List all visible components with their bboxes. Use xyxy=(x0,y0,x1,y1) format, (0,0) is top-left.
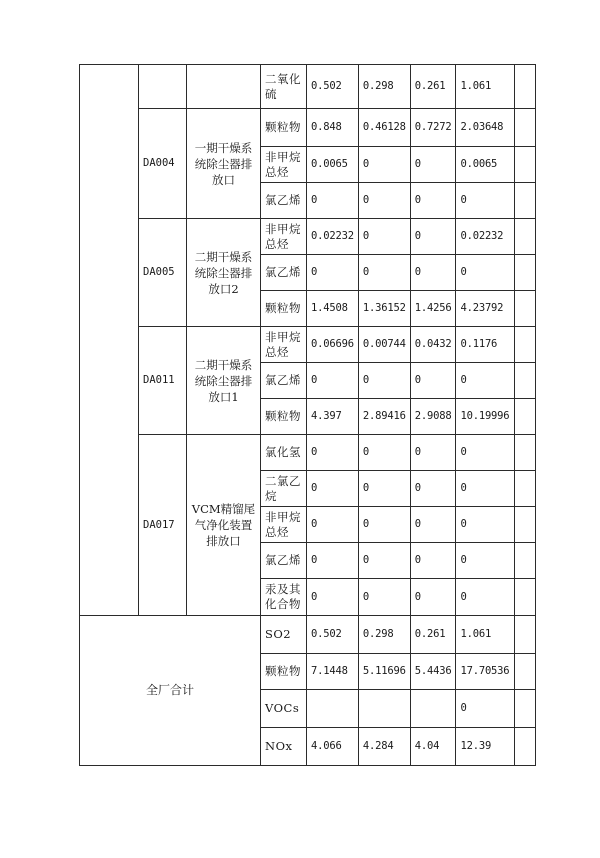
remark-cell xyxy=(515,147,536,183)
year2-value-cell: 1.36152 xyxy=(358,291,410,327)
year3-value-cell: 0 xyxy=(410,543,456,579)
outlet-id-cell: DA005 xyxy=(139,219,187,327)
year2-value-cell: 0.298 xyxy=(358,65,410,109)
pollutant-cell: 二氧化硫 xyxy=(261,65,307,109)
year1-value-cell: 0.06696 xyxy=(307,327,359,363)
remark-cell xyxy=(515,471,536,507)
total-value-cell: 0 xyxy=(456,363,515,399)
pollutant-cell: 颗粒物 xyxy=(261,654,307,690)
total-value-cell: 0 xyxy=(456,435,515,471)
outlet-name-cell: 二期干燥系统除尘器排放口1 xyxy=(187,327,261,435)
year1-value-cell xyxy=(307,690,359,728)
remark-cell xyxy=(515,579,536,616)
outlet-name-cell: 二期干燥系统除尘器排放口2 xyxy=(187,219,261,327)
year3-value-cell: 2.9088 xyxy=(410,399,456,435)
year1-value-cell: 7.1448 xyxy=(307,654,359,690)
pollutant-cell: 氯乙烯 xyxy=(261,255,307,291)
year2-value-cell: 0.46128 xyxy=(358,109,410,147)
pollutant-cell: VOCs xyxy=(261,690,307,728)
year1-value-cell: 0 xyxy=(307,471,359,507)
year1-value-cell: 0.0065 xyxy=(307,147,359,183)
year2-value-cell: 0 xyxy=(358,219,410,255)
remark-cell xyxy=(515,507,536,543)
year2-value-cell: 0 xyxy=(358,471,410,507)
year2-value-cell: 5.11696 xyxy=(358,654,410,690)
total-value-cell: 10.19996 xyxy=(456,399,515,435)
year2-value-cell: 0 xyxy=(358,147,410,183)
year3-value-cell: 0.0432 xyxy=(410,327,456,363)
table-row xyxy=(80,435,536,471)
year2-value-cell: 0.00744 xyxy=(358,327,410,363)
remark-cell xyxy=(515,183,536,219)
table-row xyxy=(80,219,536,255)
year2-value-cell: 0 xyxy=(358,183,410,219)
year1-value-cell: 4.397 xyxy=(307,399,359,435)
year2-value-cell: 0.298 xyxy=(358,616,410,654)
year3-value-cell: 0 xyxy=(410,507,456,543)
total-value-cell: 12.39 xyxy=(456,728,515,766)
total-value-cell: 0.0065 xyxy=(456,147,515,183)
total-value-cell: 4.23792 xyxy=(456,291,515,327)
year1-value-cell: 0 xyxy=(307,183,359,219)
year1-value-cell: 0.02232 xyxy=(307,219,359,255)
remark-cell xyxy=(515,255,536,291)
outlet-id-cell xyxy=(139,65,187,109)
year1-value-cell: 0 xyxy=(307,543,359,579)
year1-value-cell: 0.502 xyxy=(307,65,359,109)
pollutant-cell: NOx xyxy=(261,728,307,766)
year1-value-cell: 0.848 xyxy=(307,109,359,147)
table-row xyxy=(80,327,536,363)
plant-total-label: 全厂合计 xyxy=(80,616,261,766)
year1-value-cell: 0 xyxy=(307,363,359,399)
year1-value-cell: 0 xyxy=(307,579,359,616)
year1-value-cell: 0 xyxy=(307,435,359,471)
pollutant-cell: 二氯乙烷 xyxy=(261,471,307,507)
outlet-id-cell: DA004 xyxy=(139,109,187,219)
total-value-cell: 0 xyxy=(456,507,515,543)
pollutant-cell: 非甲烷总烃 xyxy=(261,147,307,183)
year1-value-cell: 0 xyxy=(307,507,359,543)
pollutant-cell: 颗粒物 xyxy=(261,399,307,435)
total-value-cell: 1.061 xyxy=(456,616,515,654)
year1-value-cell: 1.4508 xyxy=(307,291,359,327)
pollutant-cell: 氯乙烯 xyxy=(261,363,307,399)
remark-cell xyxy=(515,363,536,399)
year3-value-cell: 0 xyxy=(410,219,456,255)
year1-value-cell: 0.502 xyxy=(307,616,359,654)
year2-value-cell: 0 xyxy=(358,507,410,543)
outlet-name-cell xyxy=(187,65,261,109)
year3-value-cell: 0 xyxy=(410,579,456,616)
year2-value-cell: 0 xyxy=(358,363,410,399)
year2-value-cell: 2.89416 xyxy=(358,399,410,435)
remark-cell xyxy=(515,65,536,109)
pollutant-cell: 非甲烷总烃 xyxy=(261,327,307,363)
total-value-cell: 0 xyxy=(456,543,515,579)
year2-value-cell: 0 xyxy=(358,435,410,471)
total-value-cell: 0.1176 xyxy=(456,327,515,363)
plant-total-row xyxy=(80,616,536,654)
year3-value-cell: 0 xyxy=(410,471,456,507)
total-value-cell: 2.03648 xyxy=(456,109,515,147)
year1-value-cell: 4.066 xyxy=(307,728,359,766)
pollutant-cell: 汞及其化合物 xyxy=(261,579,307,616)
pollutant-cell: 氯化氢 xyxy=(261,435,307,471)
year2-value-cell xyxy=(358,690,410,728)
total-value-cell: 0 xyxy=(456,255,515,291)
pollutant-cell: 氯乙烯 xyxy=(261,543,307,579)
pollutant-cell: SO2 xyxy=(261,616,307,654)
remark-cell xyxy=(515,654,536,690)
year3-value-cell xyxy=(410,690,456,728)
year3-value-cell: 0 xyxy=(410,255,456,291)
total-value-cell: 17.70536 xyxy=(456,654,515,690)
pollutant-cell: 颗粒物 xyxy=(261,109,307,147)
year2-value-cell: 4.284 xyxy=(358,728,410,766)
year1-value-cell: 0 xyxy=(307,255,359,291)
year3-value-cell: 0 xyxy=(410,363,456,399)
table-row xyxy=(80,65,536,109)
year2-value-cell: 0 xyxy=(358,255,410,291)
remark-cell xyxy=(515,291,536,327)
pollutant-cell: 氯乙烯 xyxy=(261,183,307,219)
emission-table-body xyxy=(80,65,536,766)
table-row xyxy=(80,109,536,147)
remark-cell xyxy=(515,543,536,579)
year3-value-cell: 4.04 xyxy=(410,728,456,766)
remark-cell xyxy=(515,728,536,766)
total-value-cell: 0 xyxy=(456,471,515,507)
total-value-cell: 0.02232 xyxy=(456,219,515,255)
outlet-id-cell: DA011 xyxy=(139,327,187,435)
year2-value-cell: 0 xyxy=(358,579,410,616)
remark-cell xyxy=(515,616,536,654)
year3-value-cell: 0.261 xyxy=(410,65,456,109)
pollutant-cell: 非甲烷总烃 xyxy=(261,507,307,543)
year3-value-cell: 1.4256 xyxy=(410,291,456,327)
remark-cell xyxy=(515,399,536,435)
remark-cell xyxy=(515,435,536,471)
remark-cell xyxy=(515,109,536,147)
outlet-name-cell: VCM精馏尾气净化装置排放口 xyxy=(187,435,261,616)
emission-permit-table xyxy=(79,64,536,766)
total-value-cell: 1.061 xyxy=(456,65,515,109)
year3-value-cell: 0 xyxy=(410,147,456,183)
outlet-name-cell: 一期干燥系统除尘器排放口 xyxy=(187,109,261,219)
total-value-cell: 0 xyxy=(456,579,515,616)
year2-value-cell: 0 xyxy=(358,543,410,579)
year3-value-cell: 0 xyxy=(410,183,456,219)
remark-cell xyxy=(515,219,536,255)
total-value-cell: 0 xyxy=(456,183,515,219)
pollutant-cell: 颗粒物 xyxy=(261,291,307,327)
outlet-id-cell: DA017 xyxy=(139,435,187,616)
year3-value-cell: 0.261 xyxy=(410,616,456,654)
pollutant-cell: 非甲烷总烃 xyxy=(261,219,307,255)
category-cell xyxy=(80,65,139,616)
year3-value-cell: 0.7272 xyxy=(410,109,456,147)
remark-cell xyxy=(515,327,536,363)
total-value-cell: 0 xyxy=(456,690,515,728)
year3-value-cell: 5.4436 xyxy=(410,654,456,690)
remark-cell xyxy=(515,690,536,728)
year3-value-cell: 0 xyxy=(410,435,456,471)
